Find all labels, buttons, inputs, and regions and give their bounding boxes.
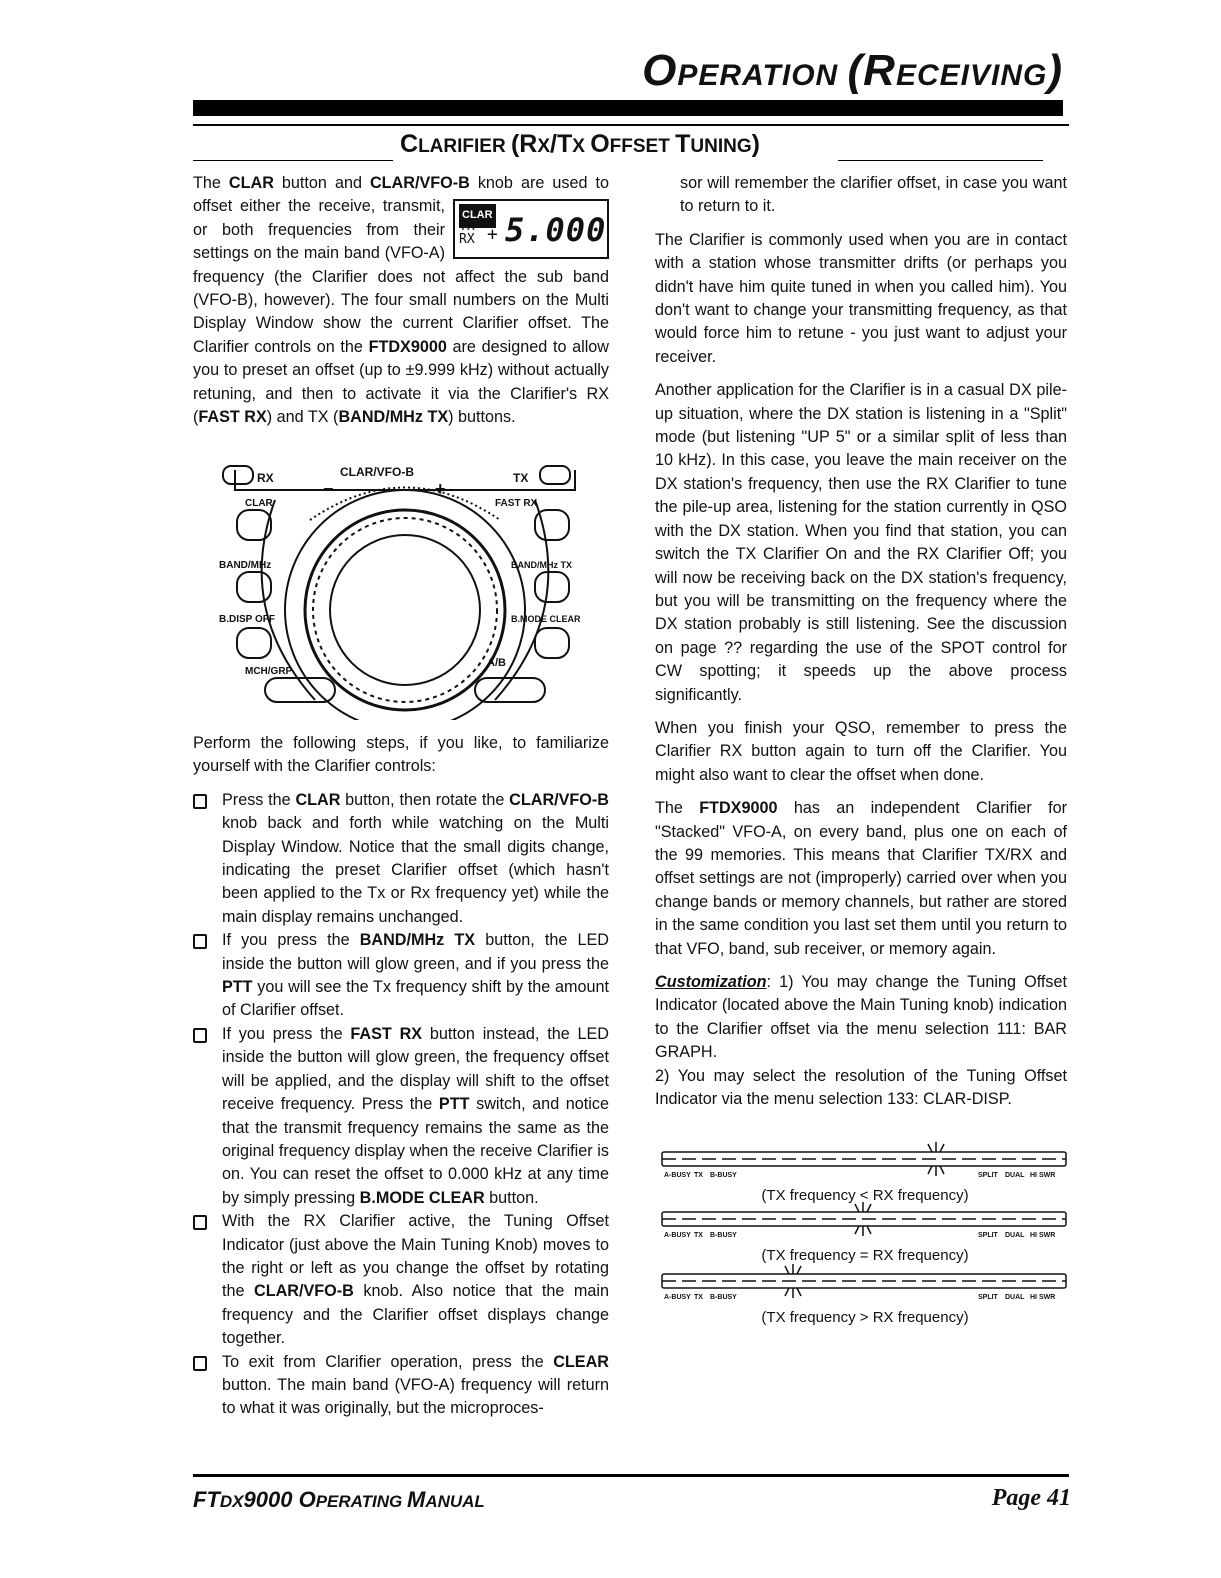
checkbox-icon: [193, 934, 207, 949]
band-mhz-label: BAND/MHz: [219, 560, 272, 571]
fast-rx-label: FAST RX: [495, 498, 538, 509]
page-number: Page 41: [991, 1485, 1071, 1511]
plus-label: +: [435, 479, 446, 499]
intro-paragraph: The CLAR button and CLAR/VFO-B CLAR TX RX + 5.000 knob are used to offset either the receive, transmit, or both frequencies from their settings on the main band (VFO-A) frequency (the Clarifier does not affect the sub band (VFO-B), however). The four small numbers on the Multi Display Window show the current Clarifier offset. The Clarifier controls on the FTDX9000 are designed to allow you to preset an offset (up to ±9.999 kHz) without actually retuning, and then to activate it via the Clarifier's RX (FAST RX) and TX (BAND/MHz TX) buttons.: [193, 174, 609, 427]
svg-text:SPLIT: SPLIT: [978, 1172, 998, 1179]
left-column-steps: [193, 732, 609, 1421]
list-item: If you press the BAND/MHz TX button, the LED inside the button will glow green, and if you press the PTT you will see the Tx frequency shift by the amount of Clarifier offset.: [193, 929, 609, 1023]
svg-text:HI SWR: HI SWR: [1030, 1232, 1056, 1239]
paragraph: The Clarifier is commonly used when you are in contact with a station whose transmitter drifts (or perhaps you didn't have him quite tuned in when you called him). You don't want to change your transmitting frequency, as that would force him to retune - you just want to adjust your receiver.: [655, 230, 1067, 366]
paragraph: Customization: 1) You may change the Tuning Offset Indicator (located above the Main Tuning knob) indication to the Clarifier offset via the menu selection 111: BAR GRAPH.: [655, 973, 1067, 1062]
svg-text:DUAL: DUAL: [1005, 1232, 1025, 1239]
checkbox-icon: [193, 1356, 207, 1371]
paragraph: The FTDX9000 has an independent Clarifier for "Stacked" VFO-A, on every band, plus one on each of the 99 memories. This means that Clarifier TX/RX and offset settings are not (improperly) carried over when you change bands or memory channels, but rather are stored in the same condition you last set them until you return to that VFO, band, sub receiver, or memory again.: [655, 799, 1067, 958]
footer-manual-title: FTDX9000 OPERATING MANUAL: [193, 1487, 485, 1512]
svg-text:TX: TX: [694, 1232, 703, 1239]
b-mode-clear-label: B.MODE CLEAR: [511, 614, 581, 624]
steps-intro: Perform the following steps, if you like, to familiarize yourself with the Clarifier controls:: [193, 734, 609, 776]
tuning-offset-bar-3: [660, 1262, 1070, 1326]
checkbox-icon: [193, 794, 207, 809]
svg-text:DUAL: DUAL: [1005, 1294, 1025, 1301]
svg-text:TX: TX: [694, 1294, 703, 1301]
section-rule-right: [838, 160, 1043, 161]
checkbox-icon: [193, 1028, 207, 1043]
header-rule: [193, 100, 1063, 116]
svg-text:TX: TX: [694, 1172, 703, 1179]
section-rule-left: [193, 160, 393, 161]
svg-text:A-BUSY: A-BUSY: [664, 1294, 691, 1301]
a-b-label: A/B: [487, 657, 506, 669]
svg-text:B-BUSY: B-BUSY: [710, 1172, 737, 1179]
paragraph: 2) You may select the resolution of the Tuning Offset Indicator via the menu selection 133: CLAR-DISP.: [655, 1066, 1067, 1109]
list-item: To exit from Clarifier operation, press the CLEAR button. The main band (VFO-A) frequency will return to what it was originally, but the microproces-: [193, 1351, 609, 1421]
clar-vfo-label: CLAR/VFO-B: [340, 465, 414, 479]
rx-label: RX: [257, 471, 274, 485]
steps-list: [193, 789, 609, 1421]
bar-caption: (TX frequency > RX frequency): [761, 1309, 969, 1326]
section-rule-top: [193, 124, 1069, 126]
clarifier-knob-illustration: [215, 460, 595, 720]
multi-display-window: CLAR TX RX + 5.000: [453, 199, 609, 259]
tuning-offset-bar-2: [660, 1200, 1070, 1264]
mch-grp-label: MCH/GRP: [245, 666, 293, 677]
left-column: [193, 172, 609, 439]
section-title: CLARIFIER (RX/TX OFFSET TUNING): [400, 130, 760, 158]
list-item: Press the CLAR button, then rotate the CLAR/VFO-B knob back and forth while watching on the Multi Display Window. Notice that the small digits change, indicating the preset Clarifier offset (which hasn't been applied to the Tx or Rx frequency yet) while the main display remains unchanged.: [193, 789, 609, 929]
paragraph: When you finish your QSO, remember to press the Clarifier RX button again to turn off the Clarifier. You might also want to clear the offset when done.: [655, 718, 1067, 784]
svg-text:SPLIT: SPLIT: [978, 1232, 998, 1239]
svg-text:HI SWR: HI SWR: [1030, 1294, 1056, 1301]
list-item: If you press the FAST RX button instead, the LED inside the button will glow green, the frequency offset will be applied, and the display will shift to the offset receive frequency. Press the PTT switch, and notice that the transmit frequency remains the same as the original frequency display when the receive Clarifier is on. You can reset the offset to 0.000 kHz at any time by simply pressing B.MODE CLEAR button.: [193, 1023, 609, 1210]
tx-label: TX: [513, 471, 529, 485]
svg-text:B-BUSY: B-BUSY: [710, 1232, 737, 1239]
band-mhz-tx-label: BAND/MHz TX: [511, 560, 572, 570]
paragraph: sor will remember the clarifier offset, in case you want to return to it.: [680, 174, 1067, 216]
checkbox-icon: [193, 1215, 207, 1230]
clar-label: CLAR: [245, 498, 273, 509]
minus-label: −: [323, 479, 334, 499]
b-disp-off-label: B.DISP OFF: [219, 614, 275, 625]
bar-caption: (TX frequency = RX frequency): [761, 1247, 969, 1264]
svg-text:A-BUSY: A-BUSY: [664, 1232, 691, 1239]
right-column: [655, 172, 1067, 1121]
svg-text:DUAL: DUAL: [1005, 1172, 1025, 1179]
footer-rule: [193, 1474, 1069, 1477]
paragraph: Another application for the Clarifier is in a casual DX pile-up situation, where the DX station is listening in a "Split" mode (but listening "UP 5" or a similar split of less than 10 kHz). In this case, you leave the main receiver on the DX station's frequency, then use the RX Clarifier to tune the pile-up area, listening for the station currently in QSO with the DX station. When you find that station, you can switch the TX Clarifier On and the RX Clarifier Off; you will now be receiving back on the DX station's frequency, but you will be transmitting on the frequency where the DX station probably is still listening. See the discussion on page ?? regarding the use of the SPOT control for CW spotting; it speeds up the above process significantly.: [655, 381, 1067, 704]
list-item: With the RX Clarifier active, the Tuning Offset Indicator (just above the Main Tuning Knob) moves to the right or left as you change the offset by rotating the CLAR/VFO-B knob. Also notice that the main frequency and the Clarifier offset displays change together.: [193, 1210, 609, 1350]
svg-text:B-BUSY: B-BUSY: [710, 1294, 737, 1301]
page-header-title: OPERATION (RECEIVING): [642, 46, 1063, 95]
svg-text:HI SWR: HI SWR: [1030, 1172, 1056, 1179]
tuning-offset-bar-1: [660, 1140, 1070, 1204]
svg-text:SPLIT: SPLIT: [978, 1294, 998, 1301]
bar-caption: (TX frequency < RX frequency): [761, 1187, 969, 1204]
svg-text:A-BUSY: A-BUSY: [664, 1172, 691, 1179]
